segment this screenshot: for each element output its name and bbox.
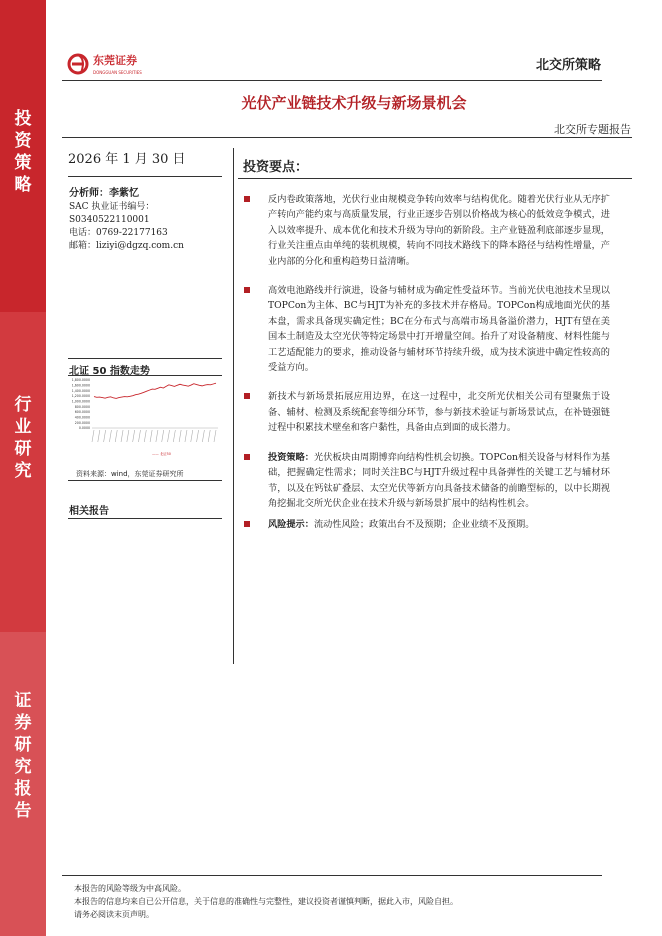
analyst-name: 李紫忆 bbox=[109, 188, 139, 199]
bullet-square-icon bbox=[244, 454, 250, 460]
sidebar-char: 行 bbox=[14, 395, 32, 415]
key-points-divider bbox=[238, 178, 632, 179]
left-column bbox=[68, 148, 233, 167]
key-points-list bbox=[244, 192, 610, 533]
key-point-item bbox=[244, 283, 610, 375]
footer-line-1: 本报告的风险等级为中高风险。 bbox=[74, 884, 186, 893]
sidebar-char: 策 bbox=[14, 153, 32, 173]
x-tick-mark bbox=[133, 430, 135, 442]
series-line bbox=[94, 383, 216, 398]
key-point-text: 光伏板块由周期博弈向结构性机会切换。TOPCon相关设备与材料作为基础，把握确定性需求；同时关注BC与HJT升级过程中具备弹性的关键工艺与辅材环节，以及在钙钛矿叠层、太空光伏等新方向具备技术储备的前瞻型标的，以中长期视角挖掘北交所光伏企业在技术升级与新场景扩展中的结构性机会。 bbox=[268, 451, 610, 509]
logo-cn-text: 东莞证券 bbox=[93, 54, 137, 67]
key-point-lead: 投资策略： bbox=[268, 451, 315, 463]
x-tick-mark bbox=[202, 430, 204, 442]
sidebar-char: 研 bbox=[14, 735, 32, 755]
x-tick-mark bbox=[179, 430, 181, 442]
sidebar-char: 券 bbox=[14, 713, 32, 733]
x-tick-mark bbox=[104, 430, 106, 442]
report-subtitle: 北交所专题报告 bbox=[554, 123, 631, 136]
sidebar-char: 究 bbox=[14, 757, 32, 777]
x-tick-mark bbox=[162, 430, 164, 442]
sidebar-char: 究 bbox=[14, 461, 32, 481]
sidebar-section-2 bbox=[0, 394, 46, 482]
x-tick-mark bbox=[168, 430, 170, 442]
key-point-lead: 风险提示： bbox=[268, 519, 314, 531]
x-tick-mark bbox=[197, 430, 199, 442]
sidebar-char: 告 bbox=[14, 801, 32, 821]
column-separator bbox=[233, 148, 234, 664]
y-tick-label: 1,400.0000 bbox=[71, 388, 90, 393]
y-tick-label: 1,200.0000 bbox=[71, 394, 90, 399]
bullet-square-icon bbox=[244, 521, 250, 527]
x-tick-mark bbox=[185, 430, 187, 442]
sac-label: SAC 执业证书编号： bbox=[69, 202, 155, 212]
related-reports-title: 相关报告 bbox=[69, 506, 109, 517]
key-points-title: 投资要点： bbox=[243, 160, 309, 175]
chart-title-divider bbox=[68, 358, 222, 359]
x-tick-mark bbox=[109, 430, 111, 442]
x-tick-mark bbox=[150, 430, 152, 442]
sidebar-char: 略 bbox=[14, 175, 32, 195]
company-logo bbox=[66, 50, 176, 80]
chart-legend: —— 北证50 bbox=[152, 452, 171, 456]
bullet-square-icon bbox=[244, 196, 250, 202]
x-tick-mark bbox=[156, 430, 158, 442]
y-tick-label: 800.0000 bbox=[74, 404, 90, 409]
logo-en-text: DONGGUAN SECURITIES bbox=[93, 70, 142, 75]
x-tick-mark bbox=[138, 430, 140, 442]
related-divider bbox=[68, 518, 222, 519]
key-point-item bbox=[244, 192, 610, 269]
footer-disclaimer bbox=[74, 882, 458, 921]
sidebar-char: 报 bbox=[14, 779, 32, 799]
key-point-text: 流动性风险；政策出台不及预期；企业业绩不及预期。 bbox=[313, 519, 535, 531]
x-tick-mark bbox=[191, 430, 193, 442]
date-divider bbox=[68, 176, 222, 177]
y-tick-label: 1,000.0000 bbox=[71, 399, 90, 404]
sidebar-char: 业 bbox=[14, 417, 32, 437]
key-point-item bbox=[244, 517, 610, 532]
analyst-info bbox=[69, 187, 184, 253]
key-point-item bbox=[244, 389, 610, 435]
x-tick-mark bbox=[144, 430, 146, 442]
x-tick-mark bbox=[173, 430, 175, 442]
key-point-text: 高效电池路线并行演进，设备与辅材成为确定性受益环节。当前光伏电池技术呈现以TOPCon为主体、BC与HJT为补充的多技术并存格局。TOPCon构成地面光伏的基本盘，需求具备现实确定性；BC在分布式与高端市场具备溢价潜力，HJT有望在美国本土制造及太空光伏等特定场景中打开增量空间。抬升了对设备精度、材料性能与工艺适配能力的要求，推动设备与辅材环节持续升级，成为技术演进中确定性较高的受益方向。 bbox=[268, 285, 610, 374]
y-tick-label: 1,600.0000 bbox=[71, 383, 90, 388]
index-chart bbox=[66, 376, 226, 458]
sidebar-section-1 bbox=[0, 108, 46, 196]
bullet-square-icon bbox=[244, 393, 250, 399]
sidebar bbox=[0, 0, 46, 936]
source-divider bbox=[68, 480, 222, 481]
y-tick-label: 200.0000 bbox=[74, 420, 90, 425]
footer-line-2: 本报告的信息均来自已公开信息，关于信息的准确性与完整性，建议投资者谨慎判断，据此入市，风险自担。 bbox=[74, 897, 458, 906]
sidebar-section-3 bbox=[0, 690, 46, 822]
y-tick-label: 0.0000 bbox=[78, 426, 90, 431]
analyst-label: 分析师： bbox=[69, 188, 109, 199]
key-point-item bbox=[244, 450, 610, 512]
y-tick-label: 600.0000 bbox=[74, 410, 90, 415]
logo-mark-icon bbox=[66, 50, 176, 80]
x-tick-mark bbox=[98, 430, 100, 442]
analyst-email: 邮箱：liziyi@dgzq.com.cn bbox=[69, 241, 184, 251]
chart-source: 资料来源：wind，东莞证券研究所 bbox=[76, 470, 184, 478]
subtitle-divider bbox=[62, 137, 632, 138]
x-tick-mark bbox=[208, 430, 210, 442]
sidebar-char: 证 bbox=[14, 691, 32, 711]
x-tick-mark bbox=[115, 430, 117, 442]
report-date: 2026 年 1 月 30 日 bbox=[68, 152, 186, 167]
sidebar-char: 研 bbox=[14, 439, 32, 459]
sidebar-char: 资 bbox=[14, 131, 32, 151]
sidebar-char: 投 bbox=[14, 109, 32, 129]
footer-line-3: 请务必阅读末页声明。 bbox=[74, 910, 154, 919]
x-tick-mark bbox=[214, 430, 216, 442]
x-tick-mark bbox=[92, 430, 94, 442]
y-tick-label: 1,800.0000 bbox=[71, 378, 90, 383]
x-tick-mark bbox=[127, 430, 129, 442]
y-tick-label: 400.0000 bbox=[74, 415, 90, 420]
bullet-square-icon bbox=[244, 287, 250, 293]
header-divider bbox=[62, 80, 602, 81]
index-chart-svg bbox=[66, 376, 226, 458]
report-category: 北交所策略 bbox=[535, 58, 601, 73]
analyst-phone: 电话：0769-22177163 bbox=[69, 228, 168, 238]
key-point-text: 新技术与新场景拓展应用边界，在这一过程中，北交所光伏相关公司有望聚焦于设备、辅材、检测及系统配套等细分环节，参与新技术验证与新场景试点，在补链强链过程中积累技术壁垒和客户黏性，具备由点到面的成长潜力。 bbox=[268, 391, 610, 434]
sac-number: S0340522110001 bbox=[69, 215, 150, 225]
key-point-text: 反内卷政策落地，光伏行业由规模竞争转向效率与结构优化。随着光伏行业从无序扩产转向产能约束与高质量发展，行业正逐步告别以价格战为核心的低效竞争模式，进入以效率提升、成本优化和技术升级为导向的新阶段。主产业链盈利底部逐步显现，行业关注重点由单纯的装机规模，转向不同技术路线下的降本路径与结构性增量，产业内部的分化和重构趋势日益清晰。 bbox=[268, 194, 610, 267]
report-title: 光伏产业链技术升级与新场景机会 bbox=[241, 94, 467, 112]
footer-divider bbox=[62, 875, 602, 876]
x-tick-mark bbox=[121, 430, 123, 442]
chart-title: 北证 50 指数走势 bbox=[69, 366, 150, 377]
